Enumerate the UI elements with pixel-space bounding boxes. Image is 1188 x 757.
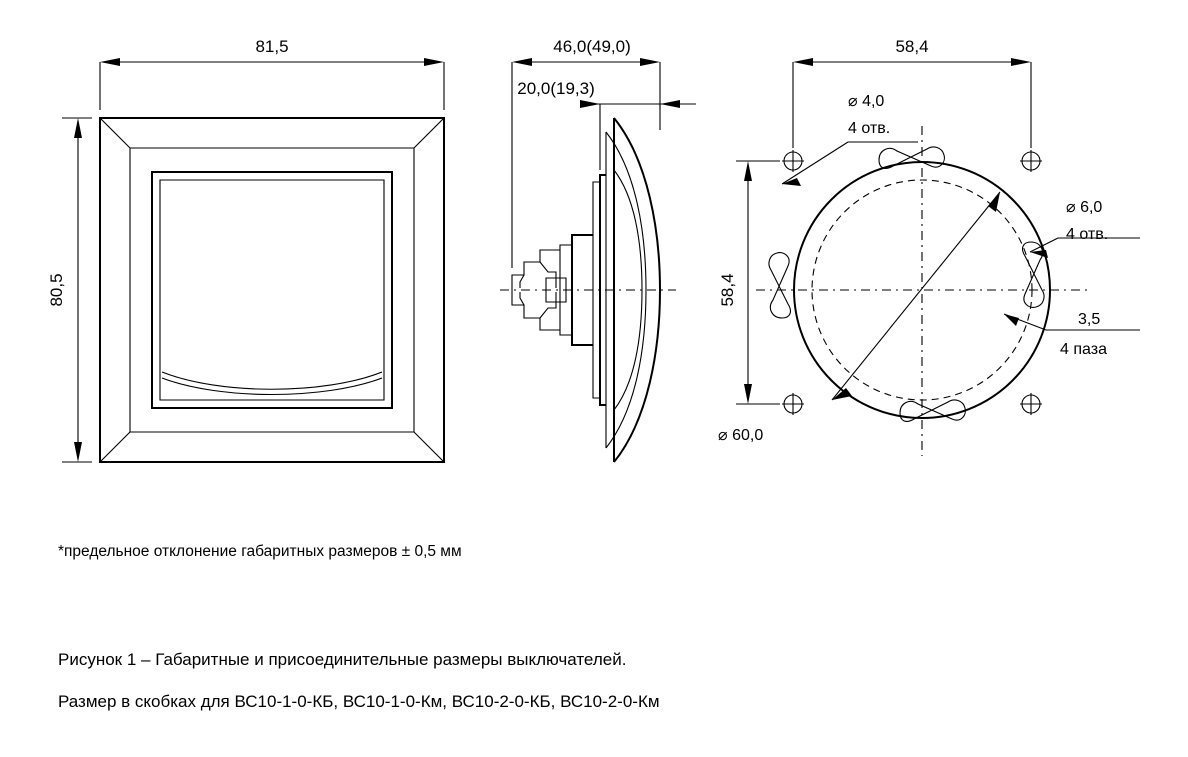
slot-callout <box>1004 311 1140 358</box>
front-width-label: 81,5 <box>255 37 289 56</box>
front-height-label: 80,5 <box>47 273 66 307</box>
mounting-keyhole-slots-group <box>769 147 1044 421</box>
tolerance-note: *предельное отклонение габаритных размеров ± 0,5 мм <box>58 543 462 560</box>
pitch-circle-callout <box>718 427 763 444</box>
figure-caption-line-1: Рисунок 1 – Габаритные и присоединительные размеры выключателей. <box>58 650 627 669</box>
front-width-dimension <box>100 37 444 110</box>
side-view-group <box>500 118 676 462</box>
mounting-width-label: 58,4 <box>895 37 929 56</box>
hole-6mm-label: ⌀ 6,0 <box>1066 199 1103 216</box>
front-view-group <box>100 118 444 462</box>
hole-4mm-label: ⌀ 4,0 <box>848 93 885 110</box>
front-height-dimension <box>47 118 92 462</box>
hole-6mm-count: 4 отв. <box>1066 226 1109 243</box>
hole-4mm-count: 4 отв. <box>848 120 891 137</box>
side-front-depth-label: 20,0(19,3) <box>517 79 595 98</box>
figure-caption-line-2: Размер в скобках для ВС10-1-0-КБ, ВС10-1-0-Км, ВС10-2-0-КБ, ВС10-2-0-Км <box>58 692 660 711</box>
hole-6mm-callout <box>1030 199 1140 258</box>
pitch-circle-label: ⌀ 60,0 <box>718 427 764 444</box>
side-depth-label: 46,0(49,0) <box>553 37 631 56</box>
side-front-depth-dimension <box>517 79 696 170</box>
hole-4mm-callout <box>782 93 918 186</box>
mounting-height-label: 58,4 <box>718 273 737 307</box>
mounting-view-group <box>756 126 1088 456</box>
mounting-height-dimension <box>718 161 780 404</box>
mounting-width-dimension <box>793 37 1031 148</box>
slot-width-label: 3,5 <box>1078 311 1101 328</box>
slot-count-label: 4 паза <box>1060 341 1107 358</box>
